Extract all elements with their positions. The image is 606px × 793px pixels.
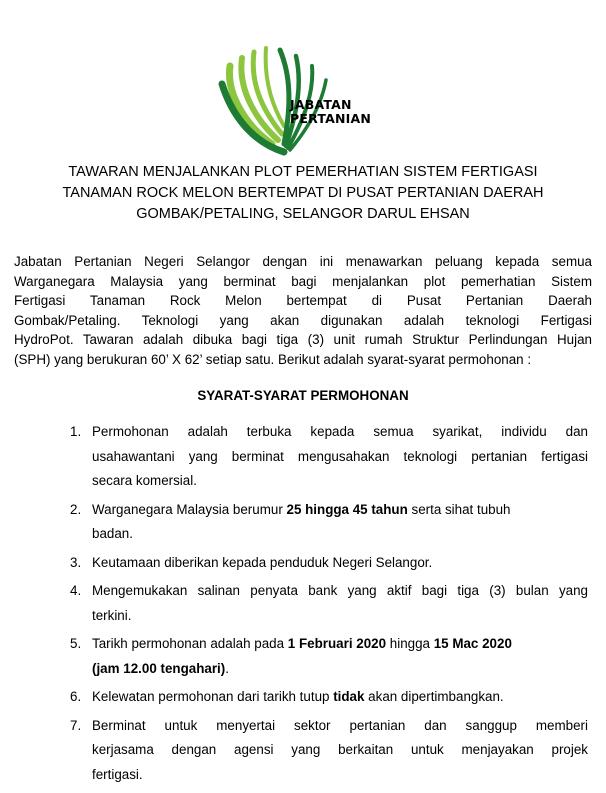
requirement-text: terkini. xyxy=(92,607,132,623)
intro-line: Fertigasi Tanaman Rock Melon bertempat di Pusat Pertanian Daerah xyxy=(14,293,592,309)
title-line: GOMBAK/PETALING, SELANGOR DARUL EHSAN xyxy=(136,206,470,222)
text-segment: . xyxy=(225,660,229,676)
agency-name xyxy=(290,98,371,126)
requirements-heading: SYARAT-SYARAT PERMOHONAN xyxy=(197,388,409,403)
requirement-text: secara komersial. xyxy=(92,473,197,488)
text-segment: Kelewatan permohonan dari tarikh tutup xyxy=(92,689,334,704)
requirement-text: Mengemukakan salinan penyata bank yang aktif bagi tiga (3) bulan yang xyxy=(92,583,588,598)
requirement-text: Permohonan adalah terbuka kepada semua syarikat, individu dan xyxy=(92,424,588,439)
requirement-number: 4. xyxy=(70,583,82,598)
intro-line: (SPH) yang berukuran 60’ X 62’ setiap satu. Berikut adalah syarat-syarat permohonan : xyxy=(14,351,532,367)
requirement-number: 6. xyxy=(70,689,82,704)
intro-line: Warganegara Malaysia yang berminat bagi menjalankan plot pemerhatian Sistem xyxy=(14,273,592,289)
age-range: 25 hingga 45 tahun xyxy=(286,501,408,517)
intro-line: Gombak/Petaling. Teknologi yang akan digunakan adalah teknologi Fertigasi xyxy=(14,312,592,328)
emphasis-word: tidak xyxy=(333,689,365,704)
requirement-number: 3. xyxy=(70,554,82,570)
requirement-item xyxy=(64,551,588,576)
intro-paragraph xyxy=(14,252,592,370)
text-segment: hingga xyxy=(386,636,434,651)
start-date: 1 Februari 2020 xyxy=(287,636,387,651)
text-segment: serta sihat tubuh xyxy=(407,501,511,517)
title-line: TAWARAN MENJALANKAN PLOT PEMERHATIAN SISTEM FERTIGASI xyxy=(68,164,538,180)
requirements-list xyxy=(64,420,588,791)
requirement-item xyxy=(64,420,588,494)
agency-name-line1: JABATAN xyxy=(290,97,352,112)
requirement-number: 1. xyxy=(70,424,82,439)
requirement-number: 7. xyxy=(70,717,82,733)
agency-logo xyxy=(218,44,388,162)
requirement-number: 5. xyxy=(70,636,82,651)
requirement-text: badan. xyxy=(92,526,133,541)
intro-line: Jabatan Pertanian Negeri Selangor dengan ini menawarkan peluang kepada semua xyxy=(14,254,592,269)
requirement-text: kerjasama dengan agensi yang berkaitan untuk menjayakan projek xyxy=(92,742,588,757)
requirement-item xyxy=(64,685,588,710)
requirement-text: usahawantani yang berminat mengusahakan teknologi pertanian fertigasi xyxy=(92,448,588,464)
requirement-text xyxy=(92,632,588,657)
closing-time: (jam 12.00 tengahari) xyxy=(92,660,226,676)
requirement-text: fertigasi. xyxy=(92,766,143,782)
end-date: 15 Mac 2020 xyxy=(433,636,512,651)
text-segment: Tarikh permohonan adalah pada xyxy=(92,636,288,651)
requirement-text: Keutamaan diberikan kepada penduduk Negeri Selangor. xyxy=(92,554,433,570)
requirement-text xyxy=(92,685,588,710)
requirement-text xyxy=(92,498,588,523)
title-line: TANAMAN ROCK MELON BERTEMPAT DI PUSAT PERTANIAN DAERAH xyxy=(62,185,544,201)
agency-name-line2: PERTANIAN xyxy=(290,111,372,126)
requirement-item xyxy=(64,714,588,788)
requirement-number: 2. xyxy=(70,501,82,517)
requirement-item xyxy=(64,498,588,547)
text-segment: akan dipertimbangkan. xyxy=(364,689,504,704)
requirement-text xyxy=(92,657,588,682)
requirement-item xyxy=(64,579,588,628)
document-title xyxy=(20,162,586,225)
requirement-item xyxy=(64,632,588,681)
requirement-text: Berminat untuk menyertai sektor pertanian dan sanggup memberi xyxy=(92,717,588,733)
intro-line: HydroPot. Tawaran adalah dibuka bagi tiga (3) unit rumah Struktur Perlindungan Hujan xyxy=(14,332,592,348)
text-segment: Warganegara Malaysia berumur xyxy=(92,501,287,517)
